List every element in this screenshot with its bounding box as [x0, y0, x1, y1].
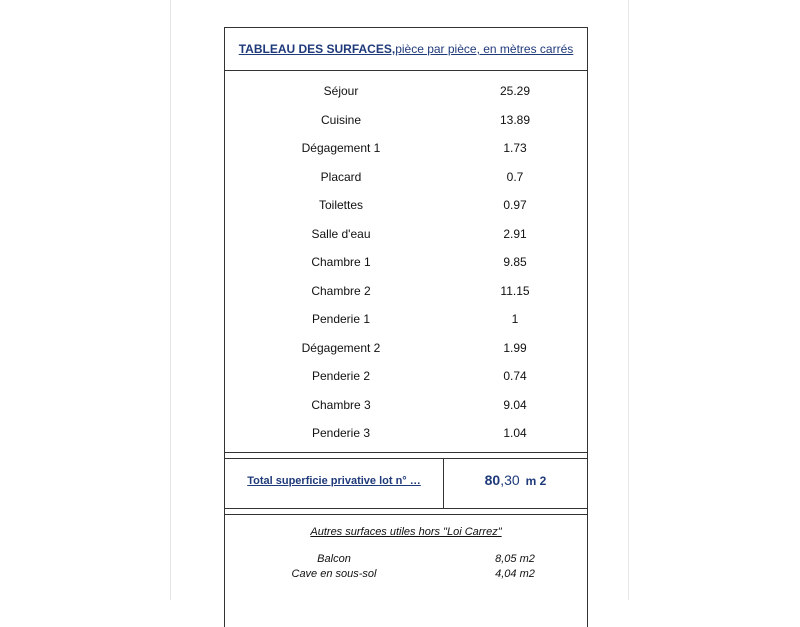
table-row — [225, 391, 587, 420]
table-row — [225, 248, 587, 277]
room-area: 1 — [511, 312, 519, 326]
total-value-dec: ,30 — [500, 472, 520, 488]
other-surface-area: 4,04 m2 — [495, 568, 535, 580]
room-name: Dégagement 2 — [301, 340, 381, 355]
room-name: Chambre 2 — [311, 283, 371, 298]
total-box — [225, 458, 587, 509]
page-edge-right — [628, 0, 629, 600]
other-surface-name: Balcon — [317, 553, 351, 565]
total-label: Total superficie privative lot n° … — [247, 475, 421, 487]
room-area: 0.7 — [506, 169, 524, 184]
other-surface-name: Cave en sous-sol — [291, 568, 377, 580]
total-unit: m 2 — [525, 474, 547, 488]
page-edge-left — [170, 0, 171, 600]
table-row — [225, 106, 587, 135]
room-area: 1.04 — [503, 426, 527, 440]
table-title-bold: TABLEAU DES SURFACES, — [238, 42, 396, 56]
room-name: Salle d'eau — [311, 226, 371, 241]
room-name: Placard — [320, 169, 362, 184]
room-name: Chambre 3 — [311, 397, 371, 412]
room-name: Penderie 2 — [311, 369, 371, 383]
room-area: 0.97 — [503, 198, 527, 212]
room-area: 0.74 — [503, 369, 527, 383]
other-surface-area: 8,05 m2 — [495, 553, 535, 565]
room-name: Chambre 1 — [311, 255, 371, 269]
room-name: Toilettes — [318, 198, 364, 212]
table-row — [225, 134, 587, 163]
table-title-rest: pièce par pièce, en mètres carrés — [395, 42, 574, 56]
room-name: Cuisine — [320, 112, 362, 127]
room-area: 9.04 — [503, 397, 527, 412]
room-area: 9.85 — [503, 255, 527, 269]
table-row — [225, 163, 587, 192]
room-list — [225, 77, 587, 448]
table-row — [225, 77, 587, 106]
divider — [225, 458, 587, 459]
table-row — [225, 191, 587, 220]
table-row — [225, 305, 587, 334]
room-name: Séjour — [323, 84, 359, 98]
table-row — [225, 220, 587, 249]
table-row — [225, 334, 587, 363]
table-title — [225, 28, 587, 71]
surface-table-sheet — [224, 27, 588, 627]
total-value — [444, 472, 587, 490]
room-area: 2.91 — [503, 226, 527, 241]
divider — [225, 514, 587, 515]
total-value-int: 80 — [484, 472, 501, 488]
room-name: Penderie 3 — [311, 426, 371, 440]
room-area: 11.15 — [500, 283, 530, 298]
room-area: 1.73 — [503, 141, 527, 155]
table-row — [225, 277, 587, 306]
room-name: Dégagement 1 — [301, 141, 381, 155]
room-name: Penderie 1 — [311, 312, 371, 326]
room-area: 1.99 — [503, 340, 527, 355]
other-surfaces-title: Autres surfaces utiles hors "Loi Carrez" — [310, 526, 502, 538]
table-row — [225, 419, 587, 448]
room-area: 13.89 — [499, 112, 531, 127]
room-area: 25.29 — [499, 84, 531, 98]
divider — [225, 452, 587, 453]
table-row — [225, 362, 587, 391]
